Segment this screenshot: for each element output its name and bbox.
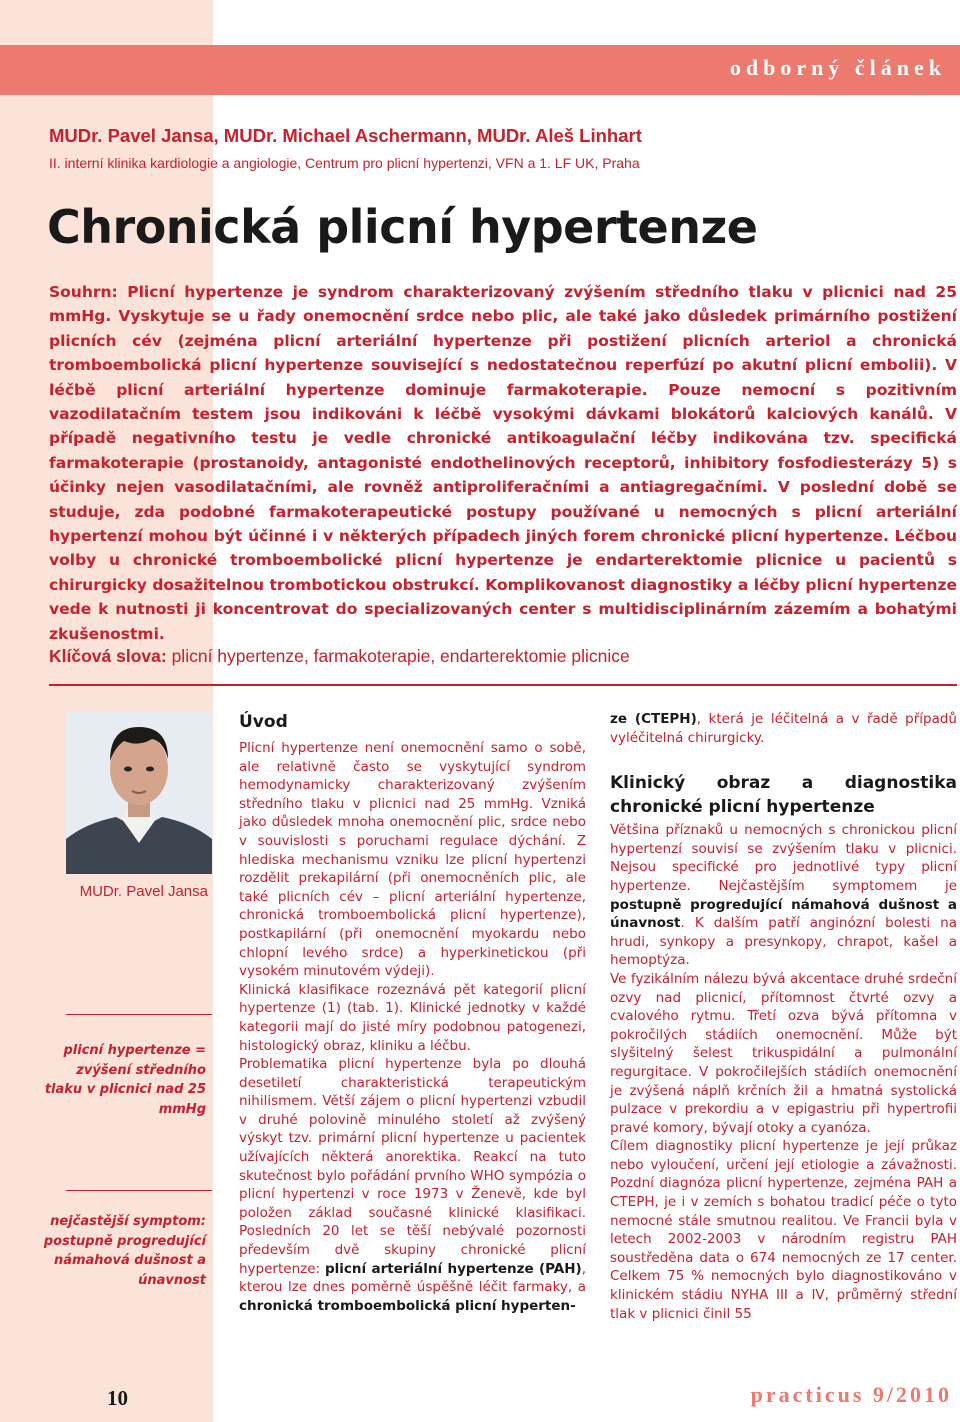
term-symptom: postupně progredující námahová dušnost a únavnost [610,896,957,932]
keywords-label: Klíčová slova: [49,646,167,666]
section-label: odborný článek [729,55,946,80]
pullquote-divider-rule [66,1190,212,1191]
column-1 [239,710,586,1315]
term-cteph: chronická tromboembolická plicní hyperten- [239,1297,576,1314]
portrait-image [66,711,212,874]
abstract: Souhrn: Plicní hypertenze je syndrom charakterizovaný zvýšením středního tlaku v plicnici nad 25 mmHg. Vyskytuje se u řady onemocnění srdce nebo plic, ale také jako důsledek primárního postižení plicních cév (zejména plicní arteriální hypertenze při postižení plicních arteriol a chronická tromboembolická plicní hypertenze související s nedostatečnou reperfúzí po akutní plicní embolii). V léčbě plicní arteriální hypertenze dominuje farmakoterapie. Pouze nemocní s pozitivním vazodilatačním testem jsou indikováni k léčbě vysokými dávkami blokátorů kalciových kanálů. V případě negativního testu je vedle chronické antikoagulační léčby indikována tzv. specifická farmakoterapie (prostanoidy, antagonisté endothelinových receptorů, inhibitory fosfodiesterázy 5) s účinky nejen vasodilatačními, ale rovněž antiproliferačními a antiagregačními. V poslední době se studuje, zda podobné farmakoterapeutické postupy používané u nemocných s plicní arteriální hypertenzí mohou být účinné i v některých případech jiných forem chronické plicní hypertenze. Léčbou volby u chronické tromboembolické plicní hypertenze je endarterektomie plicnice u pacientů s chirurgicky dosažitelnou trombotickou obstrukcí. Komplikovanost diagnostiky a léčby plicní hypertenze vede k nutnosti ji koncentrovat do specializovaných center s multidisciplinárním zázemím a bohatými zkušenostmi. [49,283,957,643]
section-heading-uvod: Úvod [239,712,288,732]
article-title: Chronická plicní hypertenze [47,200,758,254]
affiliation: II. interní klinika kardiologie a angiologie, Centrum pro plicní hypertenzi, VFN a 1. LF UK, Praha [49,155,640,171]
page-number: 10 [107,1386,128,1410]
keywords [49,646,630,667]
keywords-value: plicní hypertenze, farmakoterapie, endarterektomie plicnice [171,646,630,666]
divider-rule [49,684,957,686]
col1-paragraph-2: Klinická klasifikace rozeznává pět kategorií plicní hypertenze (1) (tab. 1). Klinické jednotky v každé kategorii mají do jisté míry podobnou patogenezi, histologický obraz, kliniku a léčbu. [239,981,586,1054]
col1-paragraph-3: Problematika plicní hypertenze byla po dlouhá desetiletí charakteristická terapeutickým nihilismem. Větší zájem o plicní hypertenzi vzbudil v druhé polovině minulého století až zvýšený výskyt tzv. primární plicní hypertenze u pacientek užívajících některá anorektika. Reakcí na tuto skutečnost bylo pořádání prvního WHO sympózia o plicní hypertenzi v roce 1973 v Ženevě, kde byl položen základ současné klinické klasifikaci. Posledních 20 let se těší nebývalé pozornosti především dvě skupiny chronické plicní hypertenze: plicní arteriální hypertenze (PAH), kterou lze dnes poměrně úspěšně léčit farmaky, a chronická tromboembolická plicní hyperten- [239,1056,586,1314]
pullquote-definition: plicní hypertenze = zvýšení středního tlaku v plicnici nad 25 mmHg [44,1043,206,1117]
pullquote-symptom: nejčastější symptom: postupně progredující námahová dušnost a únavnost [43,1214,206,1288]
col2-lead: ze (CTEPH), která je léčitelná a v řadě případů vyléčitelná chirurgicky. [610,711,957,746]
column-2 [610,710,957,1323]
pullquote-top-rule [66,1014,212,1015]
col2-paragraph-1: Většina příznaků u nemocných s chronickou plicní hypertenzí souvisí se zvýšením tlaku v plicnici. Nejsou specifické pro jednotlivé typy plicní hypertenze. Nejčastějším symptomem je postupně progredující námahová dušnost a únavnost. K dalším patří anginózní bolesti na hrudi, synkopy a presynkopy, chrapot, kašel a hemoptýza. [610,822,957,969]
col2-paragraph-3: Cílem diagnostiky plicní hypertenze je její průkaz nebo vyloučení, určení její etiologie a závažnosti. Pozdní diagnóza plicní hypertenze, zejména PAH a CTEPH, je i v zemích s bohatou tradicí péče o tyto nemocné stále smutnou realitou. Ve Francii byla v letech 2002-2003 v národním registru PAH soustředěna data o 674 nemocných ze 17 center. Celkem 75 % nemocných bylo diagnostikováno v klinickém stádiu NYHA III a IV, průměrný střední tlak v plicnici činil 55 [610,1138,957,1322]
section-heading-klinicky-obraz: Klinický obraz a diagnostika chronické plicní hypertenze [610,773,957,818]
author-photo [66,711,212,874]
col2-paragraph-2: Ve fyzikálním nálezu bývá akcentace druhé srdeční ozvy nad plicnicí, přítomnost čtvrté ozvy a cvalového rytmu. Třetí ozva bývá přítomna v pokročilých stádiích onemocnění. Může být slyšitelný šelest trikuspidální a pulmonální regurgitace. V pokročilejších stádiích onemocnění je zvýšená náplň krčních žil a hmatná systolická pulzace v prekordiu a v epigastriu při hypertrofii pravé komory, bývají otoky a cyanóza. [610,970,957,1136]
authors: MUDr. Pavel Jansa, MUDr. Michael Aschermann, MUDr. Aleš Linhart [49,125,642,146]
photo-caption: MUDr. Pavel Jansa [79,883,208,900]
col1-paragraph-1: Plicní hypertenze není onemocnění samo o sobě, ale relativně často se vyskytující syndrom hemodynamicky charakterizovaný zvýšením středního tlaku v plicnici nad 25 mmHg. Vzniká jako důsledek mnoha onemocnění plic, srdce nebo v souvislosti s poruchami regulace dýchání. Z hlediska mechanismu vzniku lze plicní hypertenzi rozdělit prekapilární (při onemocněních plic, ale také plicních cév – plicní arteriální hypertenze, chronická tromboembolická plicní hypertenze), postkapilární (při onemocnění myokardu nebo chlopní levého srdce) a hyperkinetickou (při vysokém minutovém výdeji). [239,740,586,980]
journal-footer: practicus 9/2010 [750,1382,952,1407]
term-pah: plicní arteriální hypertenze (PAH) [325,1260,582,1277]
